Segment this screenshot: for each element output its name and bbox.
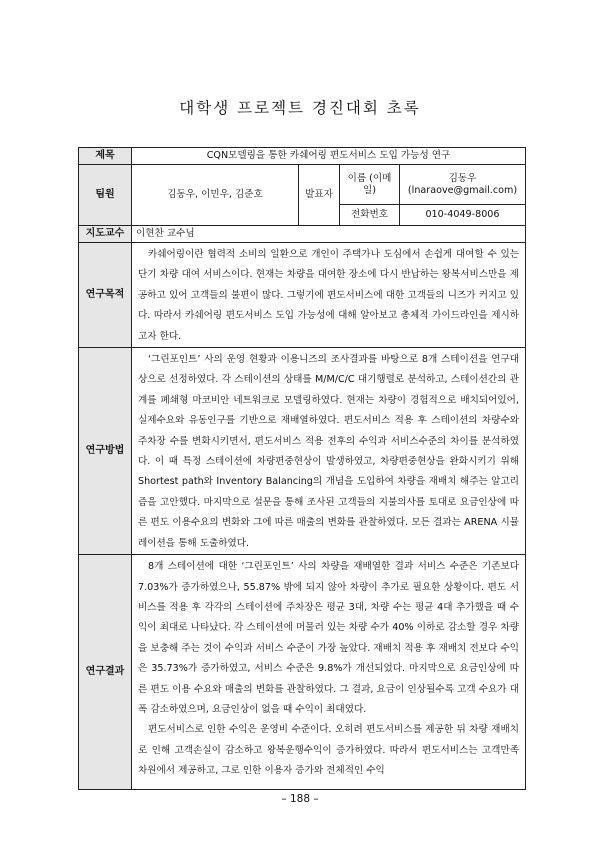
result-text [132, 555, 526, 790]
team-label: 팀원 [79, 165, 132, 226]
method-text [132, 348, 526, 555]
presenter-phone: 010-4049-8006 [400, 205, 526, 226]
result-label: 연구결과 [79, 555, 132, 790]
page-number: – 188 – [281, 793, 319, 805]
presenter-name: 김동우 [448, 172, 477, 184]
purpose-text [132, 243, 526, 348]
name-email-label: 이름 (이메일) [340, 165, 400, 205]
purpose-paragraph: 카쉐어링이란 협력적 소비의 일환으로 개인이 주택가나 도심에서 손쉽게 대여할 수 있는 단기 차량 대여 서비스이다. 현재는 차량을 대여한 장소에 다시 반납하는 왕복서비스만을 제공하고 있어 고객들의 불편이 많다. 그렇기에 편도서비스에 대한 고객들의 니즈가 커지고 있다. 따라서 카쉐어링 편도서비스 도입 가능성에 대해 알아보고 총체적 가이드라인을 제시하고자 한다. [138, 249, 519, 342]
presenter-contact [400, 165, 526, 205]
method-paragraph: ‘그린포인트’ 사의 운영 현황과 이용니즈의 조사결과를 바탕으로 8개 스테이션을 연구대상으로 선정하였다. 각 스테이션의 상태를 M/M/C/C 대기행렬로 분석하고, 스테이션간의 관계를 폐쇄형 마코비안 네트워크로 모델링하였다. 현재는 차량이 경험적으로 배치되어있어, 실제수요와 유동인구를 기반으로 재배열하였다. 편도서비스 적용 후 스테이션의 차량수와 주차장 수를 변화시키면서, 편도서비스 적용 전후의 수익과 서비스수준의 차이를 분석하였다. 이 때 특정 스테이션에 차량편중현상이 발생하였고, 차량편중현상을 완화시키기 위해 Shortest path와 Inventory Balancing의 개념을 도입하여 차량을 재배치 해주는 알고리즘을 고안했다. 마지막으로 설문을 통해 조사된 고객들의 지불의사를 토대로 요금인상에 따른 편도 이용수요의 변화와 그에 따른 매출의 변화를 관찰하였다. 모든 결과는 ARENA 시뮬레이션을 통해 도출하였다. [138, 354, 519, 549]
abstract-table [78, 147, 526, 790]
subject-value: CQN모델링을 통한 카쉐어링 편도서비스 도입 가능성 연구 [132, 148, 526, 165]
subject-label: 제목 [79, 148, 132, 165]
phone-label: 전화번호 [340, 205, 400, 226]
method-label: 연구방법 [79, 348, 132, 555]
page-title: 대학생 프로젝트 경진대회 초록 [179, 99, 421, 117]
team-members: 김동우, 이민우, 김준호 [132, 165, 299, 226]
advisor-label: 지도교수 [79, 226, 132, 243]
purpose-label: 연구목적 [79, 243, 132, 348]
result-paragraph-2: 편도서비스로 인한 수익은 운영비 수준이다. 오히려 편도서비스를 제공한 뒤 차량 재배치로 인해 고객손실이 감소하고 왕복운행수익이 증가하였다. 따라서 편도서비스는 고객만족 차원에서 제공하고, 그로 인한 이용자 증가와 전체적인 수익 [138, 724, 519, 777]
presenter-label: 발표자 [299, 165, 340, 226]
result-paragraph-1: 8개 스테이션에 대한 ‘그린포인트’ 사의 차량을 재배열한 결과 서비스 수준은 기존보다 7.03%가 증가하였으나, 55.87% 밖에 되지 않아 차량이 추가로 필요한 상황이다. 편도 서비스를 적용 후 각각의 스테이션에 주차장은 평균 3대, 차량 수는 평균 4대 추가했을 때 수익이 최대로 나타났다. 각 스테이션에 머물러 있는 차량 수가 40% 이하로 감소할 경우 차량을 보충해 주는 것이 수익과 서비스 수준이 가장 높았다. 재배치 적용 후 재배치 전보다 수익은 35.73%가 증가하였고, 서비스 수준은 9.8%가 개선되었다. 마지막으로 요금인상에 따른 편도 이용 수요와 매출의 변화를 관찰하였다. 그 결과, 요금이 인상될수록 고객 수요가 대폭 감소하였으며, 요금인상이 없을 때 수익이 최대였다. [138, 561, 519, 715]
advisor-value: 이현찬 교수님 [132, 226, 526, 243]
presenter-email: (lnaraove@gmail.com) [407, 184, 518, 196]
